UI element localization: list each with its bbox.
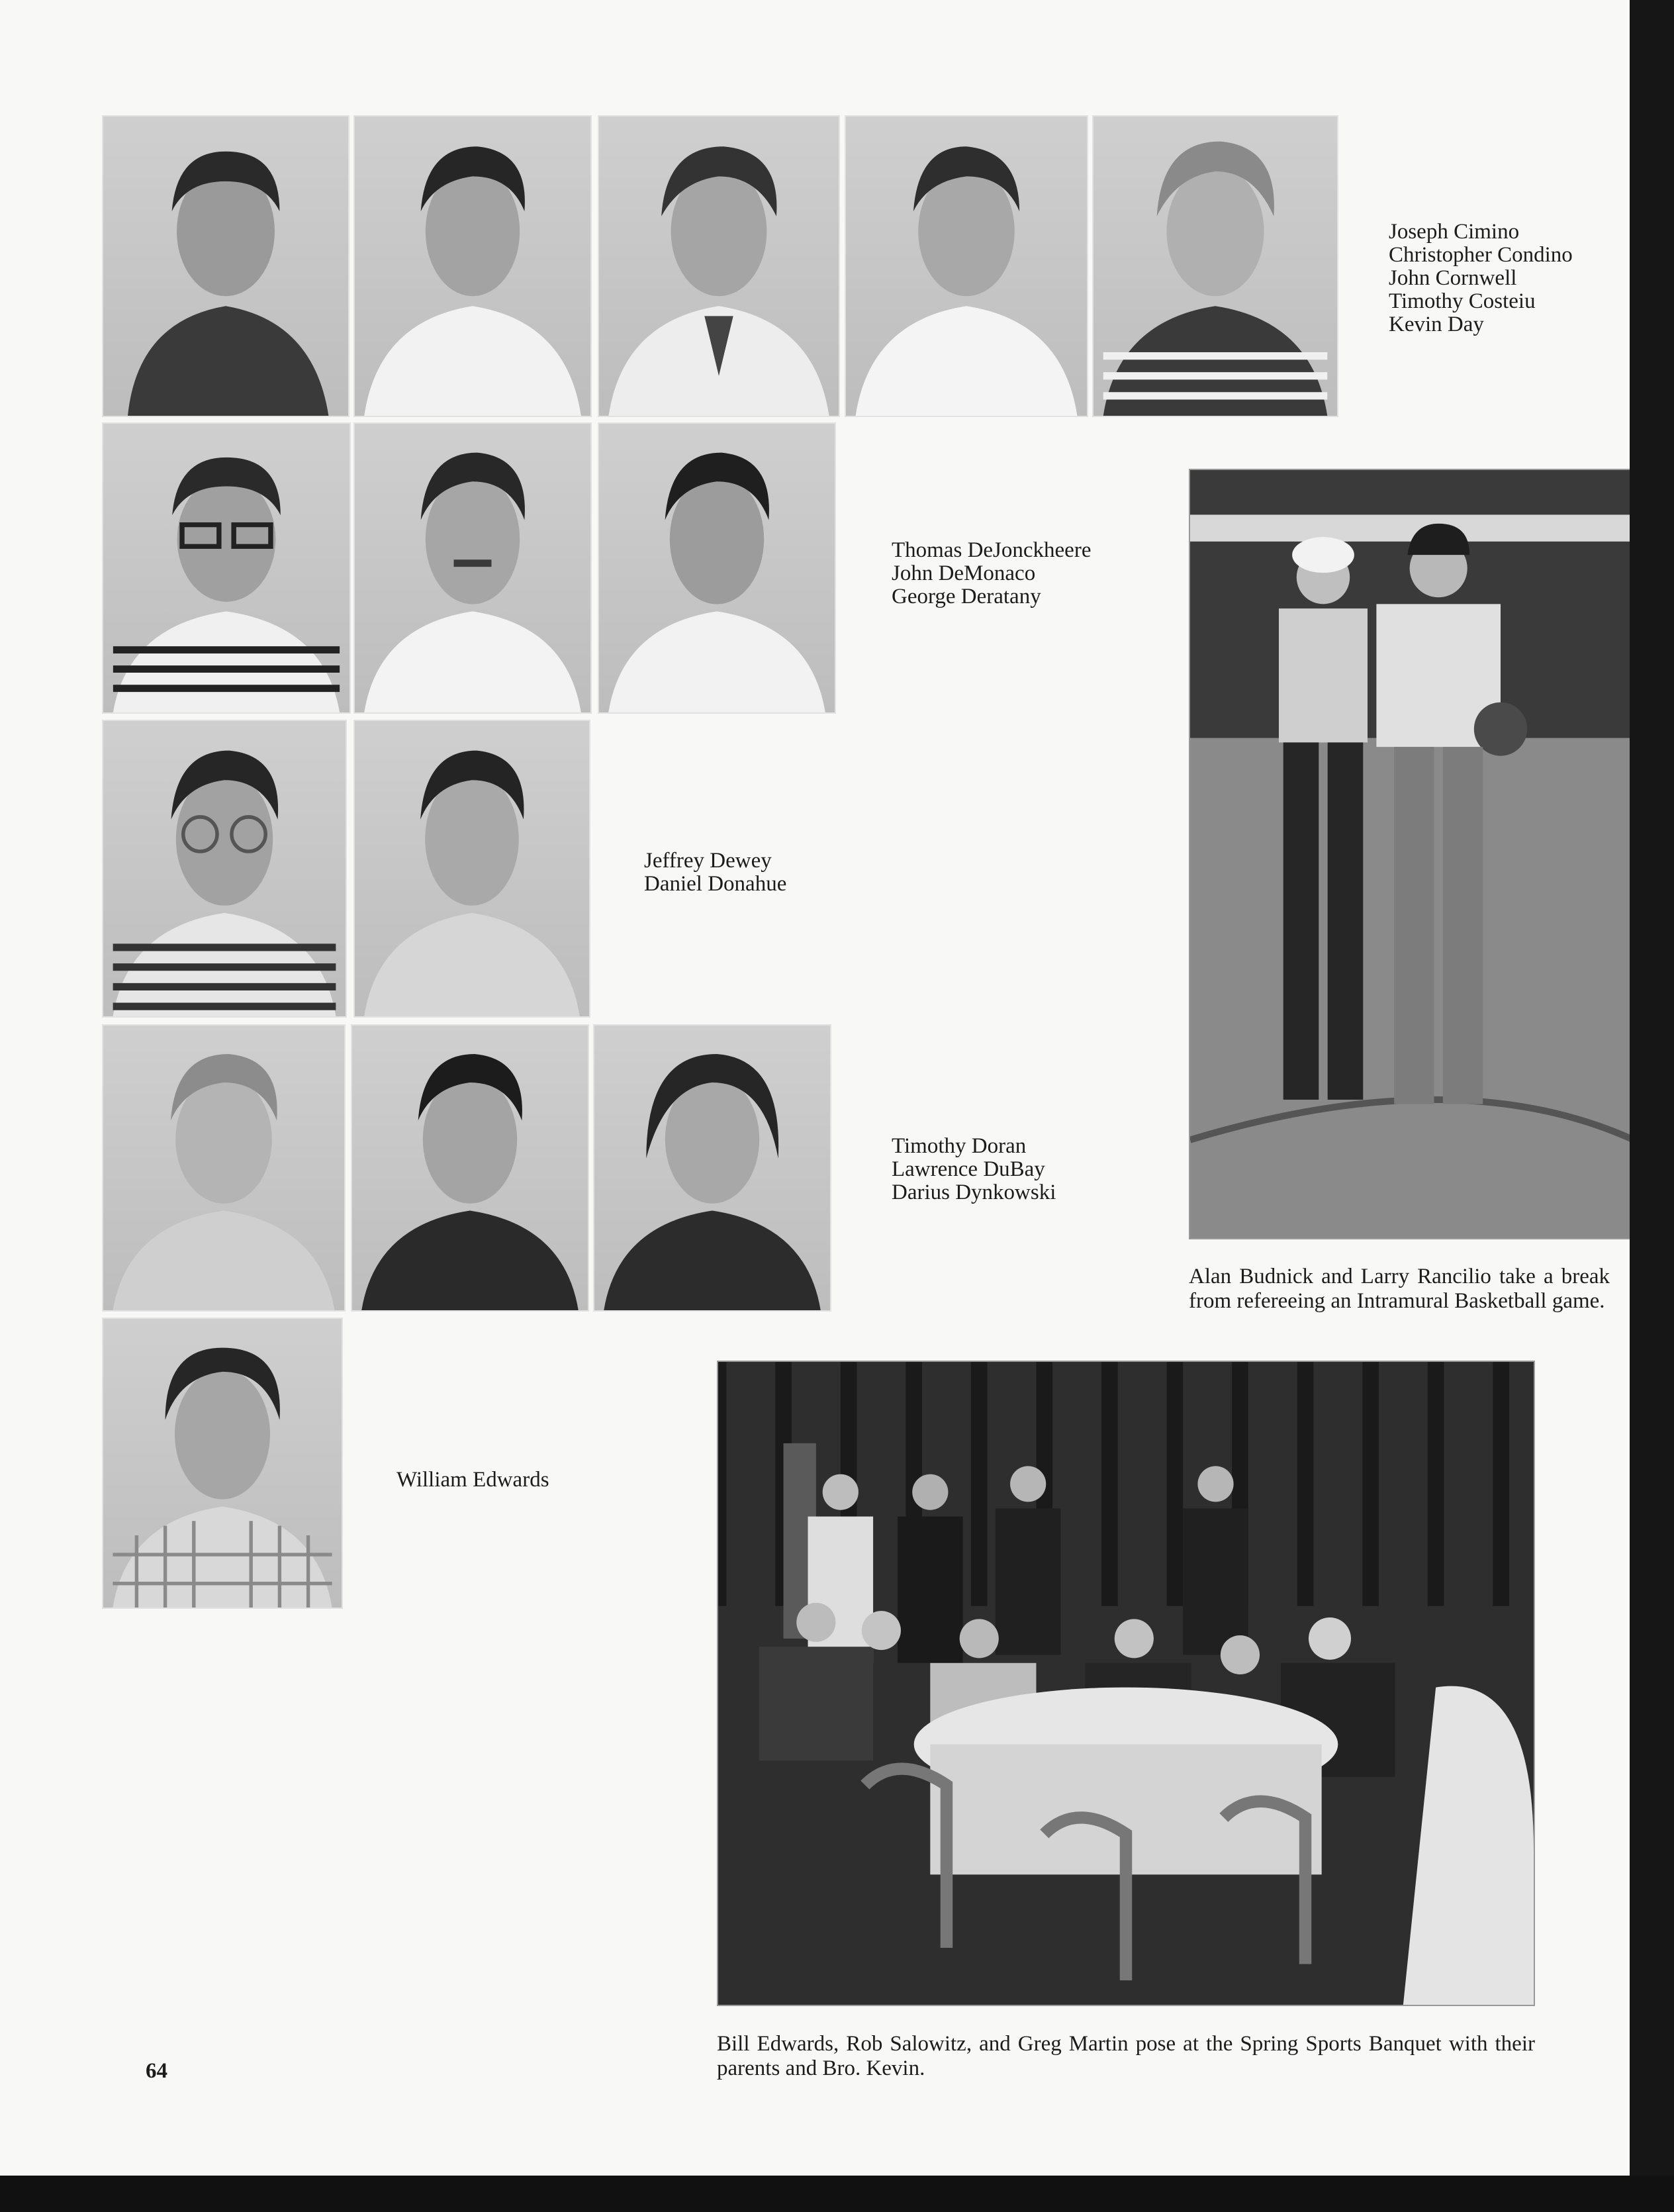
student-name: John Cornwell bbox=[1389, 266, 1517, 290]
student-name: Thomas DeJonckheere bbox=[892, 538, 1092, 562]
portrait-timothy-costeiu bbox=[845, 115, 1088, 417]
student-name: Timothy Costeiu bbox=[1389, 289, 1536, 313]
student-name: Timothy Doran bbox=[892, 1134, 1027, 1158]
photo-spring-sports-banquet bbox=[717, 1361, 1535, 2006]
portrait-john-cornwell bbox=[598, 115, 840, 417]
student-name: Joseph Cimino bbox=[1389, 220, 1520, 244]
student-name: Jeffrey Dewey bbox=[644, 849, 772, 873]
page-number: 64 bbox=[146, 2059, 167, 2083]
names-group-row-1 bbox=[1389, 220, 1573, 336]
portrait-george-deratany bbox=[598, 422, 836, 714]
portrait-thomas-dejonckheere bbox=[102, 422, 351, 714]
names-group-row-2 bbox=[892, 539, 1091, 608]
student-name: Kevin Day bbox=[1389, 313, 1484, 336]
portrait-william-edwards bbox=[102, 1318, 343, 1609]
portrait-jeffrey-dewey bbox=[102, 720, 347, 1018]
names-group-row-4 bbox=[892, 1135, 1056, 1204]
student-name: Darius Dynkowski bbox=[892, 1180, 1056, 1204]
portrait-lawrence-dubay bbox=[351, 1024, 589, 1312]
portrait-christopher-condino bbox=[353, 115, 592, 417]
names-group-row-3 bbox=[644, 849, 786, 896]
portrait-timothy-doran bbox=[102, 1024, 346, 1312]
page-edge-right bbox=[1630, 0, 1674, 2212]
names-group-row-5 bbox=[396, 1468, 549, 1492]
student-name: Christopher Condino bbox=[1389, 243, 1573, 267]
photo-basketball-referees bbox=[1189, 469, 1635, 1239]
student-name: John DeMonaco bbox=[892, 561, 1036, 585]
page-edge-bottom bbox=[0, 2176, 1674, 2212]
portrait-kevin-day bbox=[1092, 115, 1338, 417]
student-name: Daniel Donahue bbox=[644, 872, 787, 896]
portrait-daniel-donahue bbox=[353, 720, 590, 1018]
student-name: William Edwards bbox=[396, 1468, 549, 1492]
caption-banquet: Bill Edwards, Rob Salowitz, and Greg Martin pose at the Spring Sports Banquet with their parents and Bro. Kevin. bbox=[717, 2032, 1535, 2080]
caption-basketball: Alan Budnick and Larry Rancilio take a break from refereeing an Intramural Basketball game. bbox=[1189, 1265, 1610, 1313]
portrait-joseph-cimino bbox=[102, 115, 349, 417]
portrait-darius-dynkowski bbox=[593, 1024, 831, 1312]
student-name: George Deratany bbox=[892, 585, 1041, 608]
student-name: Lawrence DuBay bbox=[892, 1157, 1045, 1181]
portrait-john-demonaco bbox=[353, 422, 592, 714]
